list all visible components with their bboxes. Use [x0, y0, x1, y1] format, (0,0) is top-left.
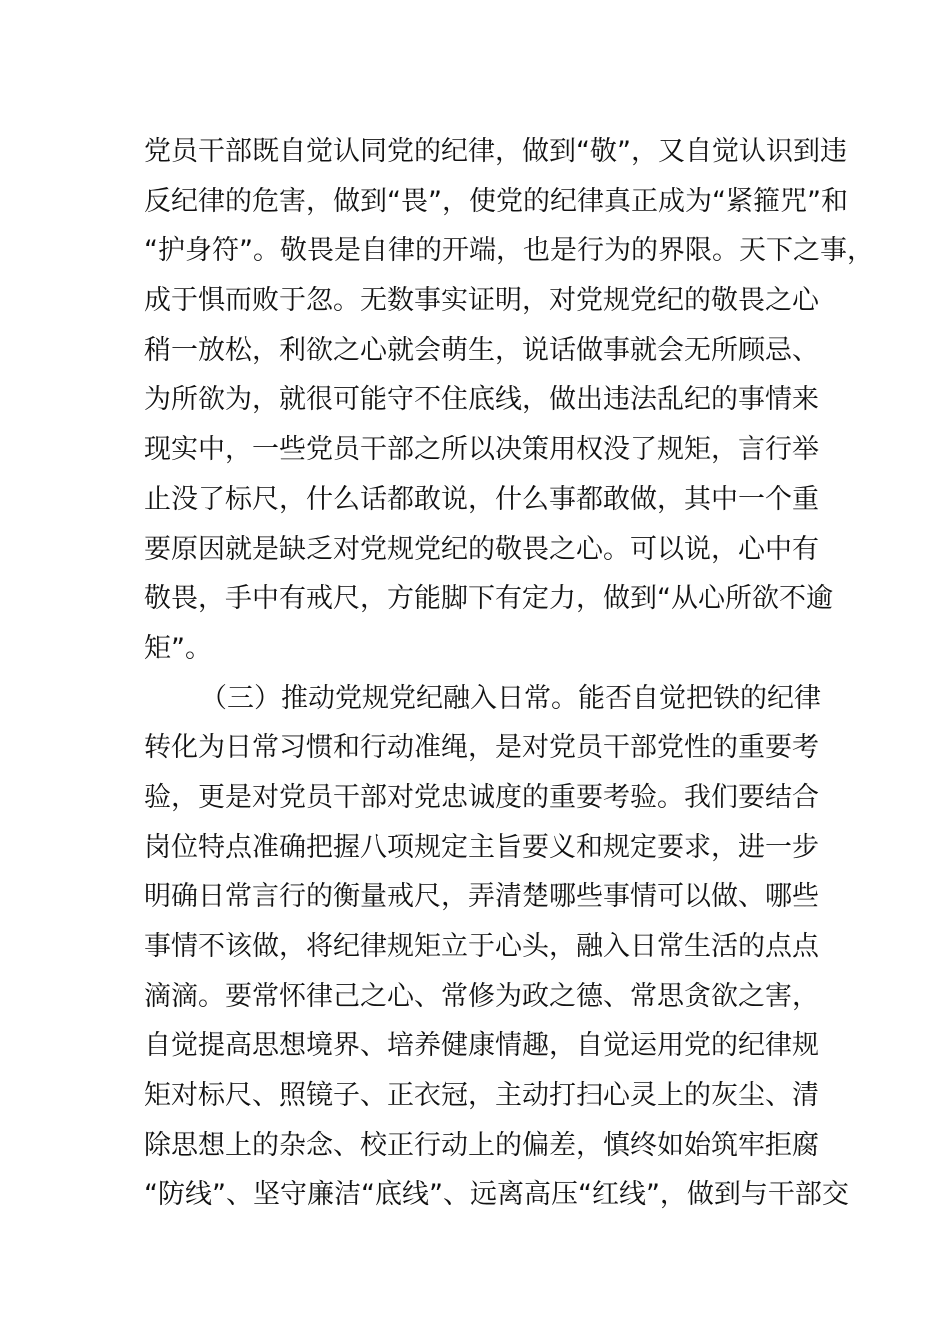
- text-line: 敬畏，手中有戒尺，方能脚下有定力，做到“从心所欲不逾: [144, 583, 833, 615]
- text-line: 现实中，一些党员干部之所以决策用权没了规矩，言行举: [144, 434, 819, 466]
- text-line: 转化为日常习惯和行动准绳，是对党员干部党性的重要考: [144, 732, 819, 764]
- text-line: 成于惧而败于忽。无数事实证明，对党规党纪的敬畏之心: [144, 285, 819, 317]
- text-line: “护身符”。敬畏是自律的开端，也是行为的界限。天下之事，: [144, 235, 874, 267]
- text-line: 除思想上的杂念、校正行动上的偏差，慎终如始筑牢拒腐: [144, 1129, 819, 1161]
- text-line: 止没了标尺，什么话都敢说，什么事都敢做，其中一个重: [144, 483, 819, 515]
- text-line: 矩对标尺、照镜子、正衣冠，主动打扫心灵上的灰尘、清: [144, 1080, 819, 1112]
- text-line: 岗位特点准确把握八项规定主旨要义和规定要求，进一步: [144, 831, 819, 863]
- text-line: 验，更是对党员干部对党忠诚度的重要考验。我们要结合: [144, 781, 819, 813]
- text-line: 自觉提高思想境界、培养健康情趣，自觉运用党的纪律规: [144, 1030, 819, 1062]
- body-text: [144, 127, 874, 1220]
- text-line: 反纪律的危害，做到“畏”，使党的纪律真正成为“紧箍咒”和: [144, 185, 848, 217]
- text-line: 要原因就是缺乏对党规党纪的敬畏之心。可以说，心中有: [144, 533, 819, 565]
- text-line: “防线”、坚守廉洁“底线”、远离高压“红线”，做到与干部交: [144, 1179, 849, 1211]
- text-line: 明确日常言行的衡量戒尺，弄清楚哪些事情可以做、哪些: [144, 881, 819, 913]
- text-line: 稍一放松，利欲之心就会萌生，说话做事就会无所顾忌、: [144, 334, 819, 366]
- text-line: 滴滴。要常怀律己之心、常修为政之德、常思贪欲之害，: [144, 980, 819, 1012]
- text-line: 矩”。: [144, 632, 212, 664]
- text-line: 党员干部既自觉认同党的纪律，做到“敬”，又自觉认识到违: [144, 136, 847, 167]
- text-line: 为所欲为，就很可能守不住底线，做出违法乱纪的事情来: [144, 384, 819, 416]
- section-heading-line: （三）推动党规党纪融入日常。能否自觉把铁的纪律: [200, 682, 821, 714]
- text-line: 事情不该做，将纪律规矩立于心头，融入日常生活的点点: [144, 931, 819, 962]
